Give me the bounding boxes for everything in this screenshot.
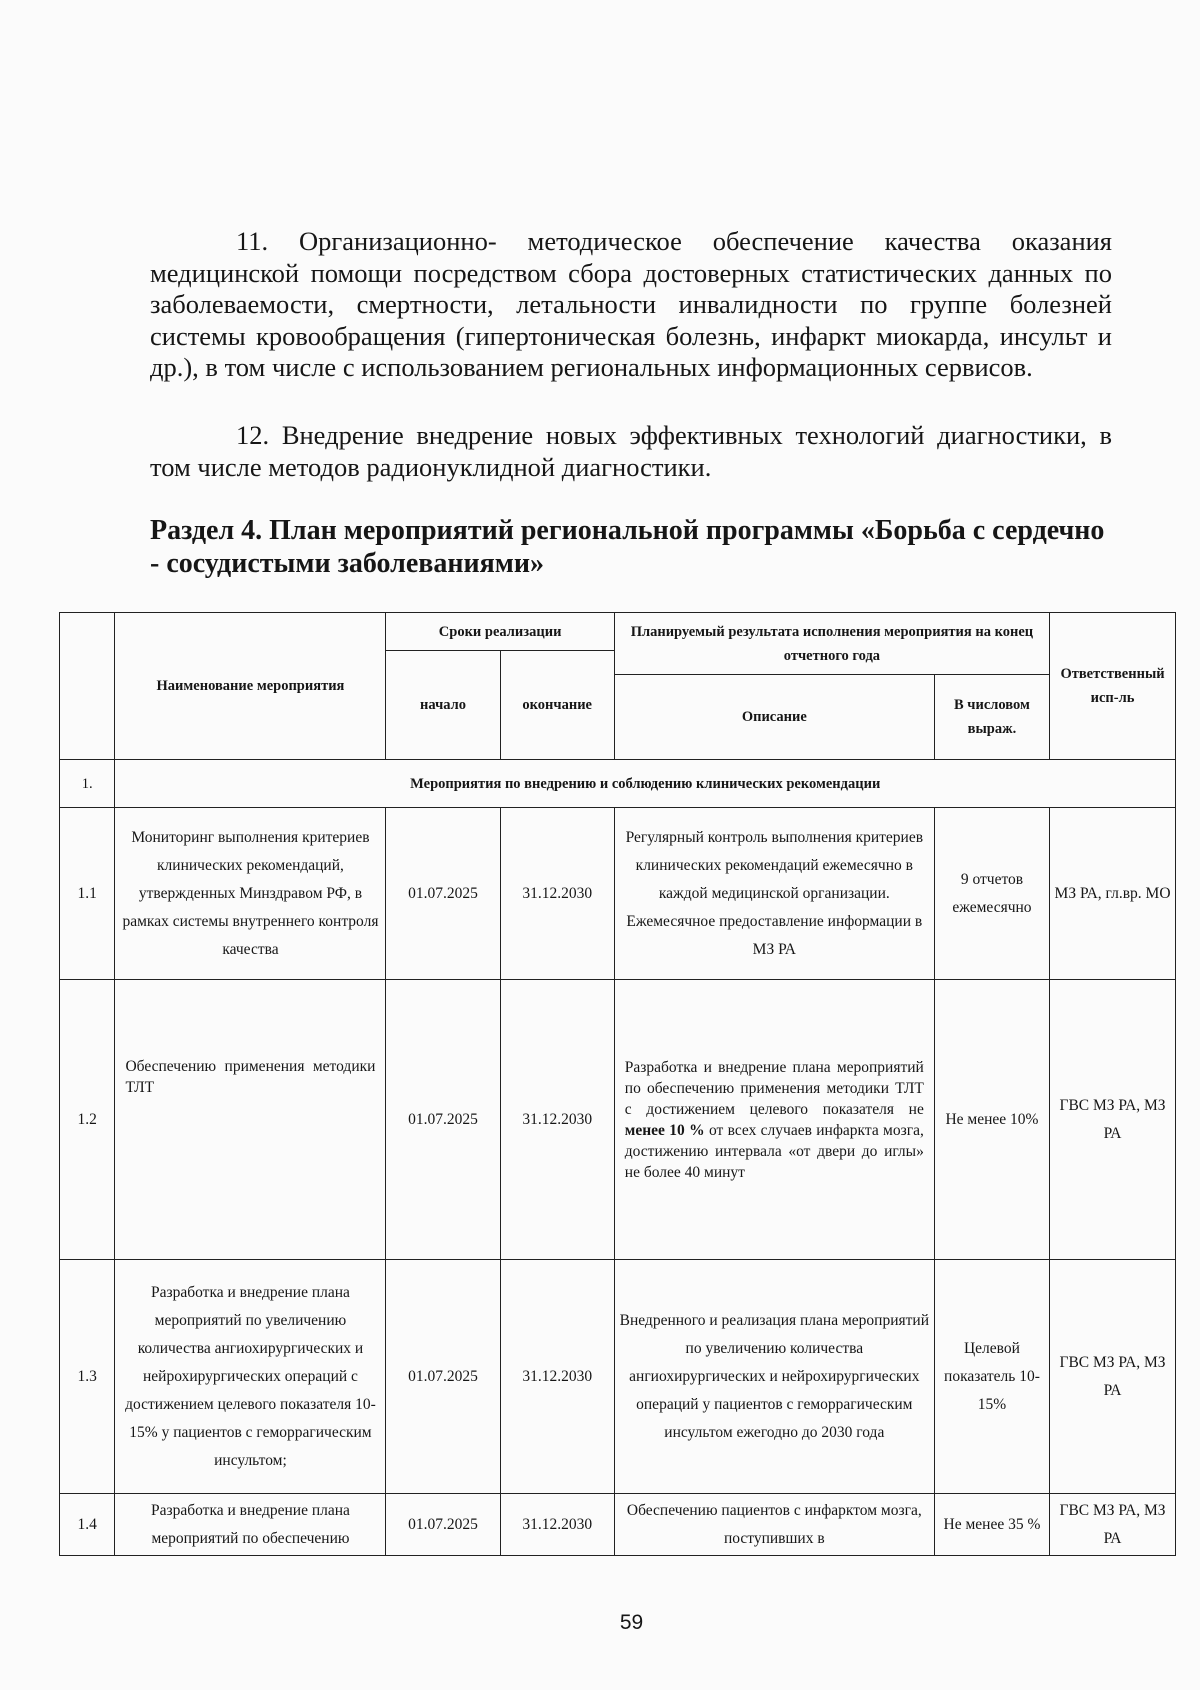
row-numeric: Не менее 10% <box>934 980 1049 1260</box>
row-end: 31.12.2030 <box>500 1494 614 1556</box>
row-numeric: 9 отчетов ежемесячно <box>934 808 1049 980</box>
row-description: Внедренного и реализация плана мероприятий по увеличению количества ангиохирургических и нейрохирургических операций у пациентов с геморрагическим инсультом ежегодно до 2030 года <box>614 1260 934 1494</box>
header-start: начало <box>386 651 500 760</box>
row-end: 31.12.2030 <box>500 808 614 980</box>
paragraph-11 <box>150 226 1112 384</box>
header-name: Наименование мероприятия <box>115 613 386 760</box>
row-description <box>614 980 934 1260</box>
plan-table <box>59 612 1176 1556</box>
row-responsible: ГВС МЗ РА, МЗ РА <box>1050 980 1176 1260</box>
paragraph-12 <box>150 420 1112 483</box>
row-start: 01.07.2025 <box>386 1260 500 1494</box>
row-responsible: МЗ РА, гл.вр. МО <box>1050 808 1176 980</box>
row-start: 01.07.2025 <box>386 980 500 1260</box>
row-description: Обеспечению пациентов с инфарктом мозга, поступивших в <box>614 1494 934 1556</box>
header-result: Планируемый результата исполнения мероприятия на конец отчетного года <box>614 613 1049 675</box>
row-responsible: ГВС МЗ РА, МЗ РА <box>1050 1494 1176 1556</box>
row-start: 01.07.2025 <box>386 1494 500 1556</box>
row-num: 1.3 <box>60 1260 115 1494</box>
row-end: 31.12.2030 <box>500 980 614 1260</box>
header-responsible: Ответственный исп-ль <box>1050 613 1176 760</box>
paragraph-12-text: 12. Внедрение внедрение новых эффективных технологий диагностики, в том числе методов радионуклидной диагностики. <box>150 420 1112 482</box>
table-row <box>60 808 1176 980</box>
row-name: Обеспечению применения методики ТЛТ <box>115 980 386 1260</box>
row-name: Разработка и внедрение плана мероприятий по увеличению количества ангиохирургических и нейрохирургических операций с достижением целевого показателя 10-15% у пациентов с геморрагическим инсультом; <box>115 1260 386 1494</box>
header-num <box>60 613 115 760</box>
row-end: 31.12.2030 <box>500 1260 614 1494</box>
header-description: Описание <box>614 675 934 760</box>
section-num: 1. <box>60 760 115 808</box>
row-description-part-a: Разработка и внедрение плана мероприятий по обеспечению применения методики ТЛТ с достижением целевого показателя не <box>624 1058 924 1118</box>
row-num: 1.2 <box>60 980 115 1260</box>
paragraph-11-text: 11. Организационно- методическое обеспечение качества оказания медицинской помощи посредством сбора достоверных статистических данных по заболеваемости, смертности, летальности инвалидности по группе болезней системы кровообращения (гипертоническая болезнь, инфаркт миокарда, инсульт и др.), в том числе с использованием региональных информационных сервисов. <box>150 226 1112 382</box>
header-end: окончание <box>500 651 614 760</box>
row-description-bold: менее 10 % <box>624 1121 705 1139</box>
header-numeric: В числовом выраж. <box>934 675 1049 760</box>
row-responsible: ГВС МЗ РА, МЗ РА <box>1050 1260 1176 1494</box>
page-number: 59 <box>619 1611 644 1634</box>
table-row <box>60 980 1176 1260</box>
header-terms: Сроки реализации <box>386 613 614 651</box>
row-description-part-b: от всех случаев инфаркта мозга, достижению интервала «от двери до иглы» не более 40 минут <box>624 1121 924 1181</box>
section-row-title: Мероприятия по внедрению и соблюдению клинических рекомендации <box>115 760 1176 808</box>
section-title: Раздел 4. План мероприятий региональной программы «Борьба с сердечно - сосудистыми заболеваниями» <box>150 515 1105 579</box>
header-row-1 <box>60 613 1176 651</box>
row-name: Разработка и внедрение плана мероприятий по обеспечению <box>115 1494 386 1556</box>
row-num: 1.1 <box>60 808 115 980</box>
row-description: Регулярный контроль выполнения критериев клинических рекомендаций ежемесячно в каждой медицинской организации. Ежемесячное предоставление информации в МЗ РА <box>614 808 934 980</box>
row-num: 1.4 <box>60 1494 115 1556</box>
row-start: 01.07.2025 <box>386 808 500 980</box>
table-row <box>60 1494 1176 1556</box>
row-numeric: Не менее 35 % <box>934 1494 1049 1556</box>
table-row <box>60 1260 1176 1494</box>
section-row <box>60 760 1176 808</box>
row-name: Мониторинг выполнения критериев клинических рекомендаций, утвержденных Минздравом РФ, в рамках системы внутреннего контроля качества <box>115 808 386 980</box>
row-numeric: Целевой показатель 10-15% <box>934 1260 1049 1494</box>
